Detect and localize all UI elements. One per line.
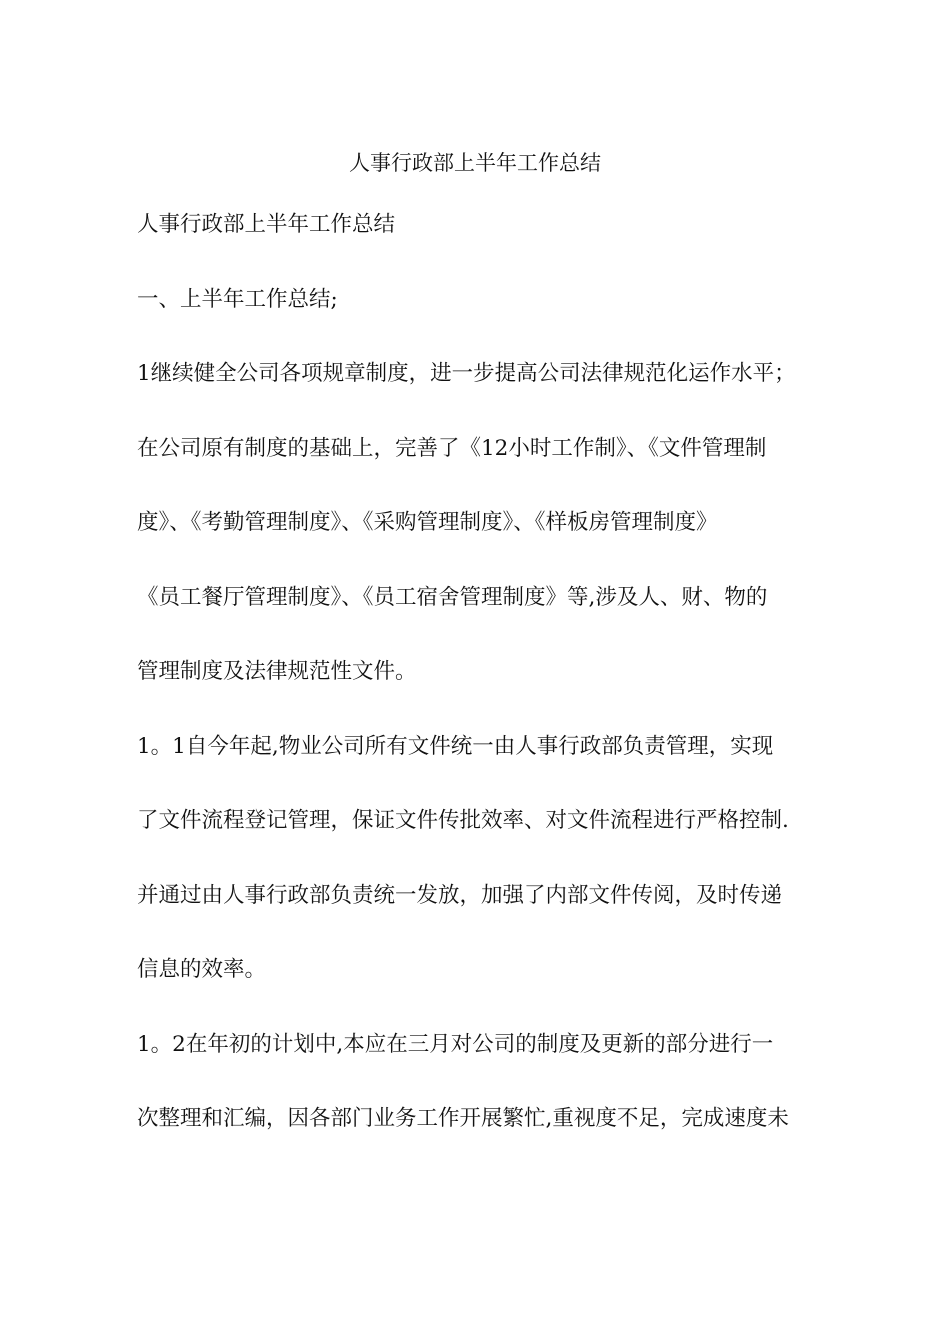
body-line: 1。1自今年起,物业公司所有文件统一由人事行政部负责管理，实现 <box>137 733 774 759</box>
body-line: 次整理和汇编，因各部门业务工作开展繁忙,重视度不足，完成速度未 <box>137 1106 789 1131</box>
document-body <box>137 210 817 1179</box>
body-line: 1。2在年初的计划中,本应在三月对公司的制度及更新的部分进行一 <box>137 1031 774 1057</box>
body-line: 在公司原有制度的基础上，完善了《12小时工作制》、《文件管理制 <box>137 435 767 461</box>
body-line: 信息的效率。 <box>137 957 267 982</box>
body-line: 1继续健全公司各项规章制度，进一步提高公司法律规范化运作水平； <box>137 361 796 386</box>
body-line: 《员工餐厅管理制度》、《员工宿舍管理制度》等,涉及人、财、物的 <box>137 584 768 610</box>
body-line: 人事行政部上半年工作总结 <box>137 212 396 237</box>
body-line: 管理制度及法律规范性文件。 <box>137 659 417 684</box>
body-line: 一、上半年工作总结; <box>137 286 338 312</box>
body-line: 度》、《考勤管理制度》、《采购管理制度》、《样板房管理制度》 <box>137 510 718 535</box>
document-title: 人事行政部上半年工作总结 <box>349 151 601 175</box>
body-line: 并通过由人事行政部负责统一发放，加强了内部文件传阅，及时传递 <box>137 882 783 908</box>
body-line: 了文件流程登记管理，保证文件传批效率、对文件流程进行严格控制. <box>137 808 789 833</box>
